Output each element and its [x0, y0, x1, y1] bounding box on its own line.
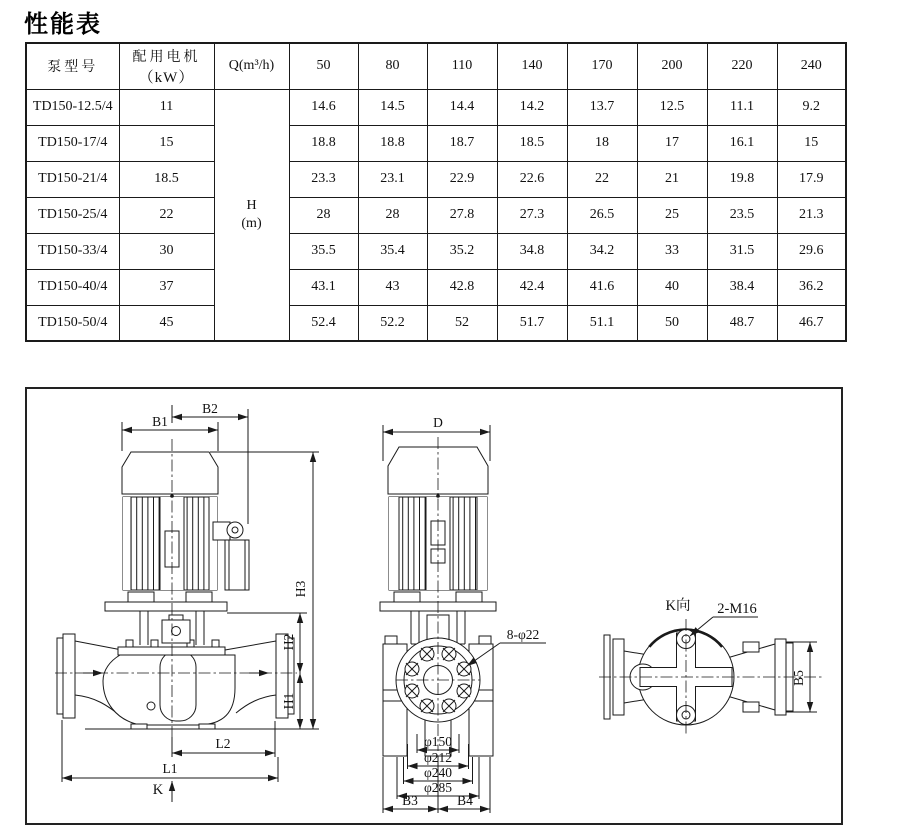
model-cell: TD150-50/4 [26, 305, 119, 341]
head-value-cell: 18.8 [289, 125, 358, 161]
col-header-flow: Q(m³/h) [214, 43, 289, 89]
callout-thread: 2-M16 [717, 601, 757, 617]
head-value-cell: 42.8 [427, 269, 497, 305]
head-value-cell: 50 [637, 305, 707, 341]
table-row [26, 125, 846, 161]
head-value-cell: 51.1 [567, 305, 637, 341]
head-value-cell: 12.5 [637, 89, 707, 125]
dim-label-d: D [433, 415, 443, 430]
dim-label-b5: B5 [791, 670, 806, 686]
head-value-cell: 35.2 [427, 233, 497, 269]
dim-label-dia150: φ150 [423, 734, 453, 749]
head-symbol: H [246, 198, 257, 214]
head-value-cell: 28 [358, 197, 427, 233]
head-value-cell: 21.3 [777, 197, 846, 233]
head-value-cell: 9.2 [777, 89, 846, 125]
page-title: 性能表 [24, 11, 102, 38]
model-cell: TD150-33/4 [26, 233, 119, 269]
dim-label-b3: B3 [402, 793, 418, 808]
view-direction-label: K向 [665, 598, 691, 614]
head-value-cell: 28 [289, 197, 358, 233]
col-header-flow-200: 200 [637, 43, 707, 89]
head-value-cell: 18.8 [358, 125, 427, 161]
head-value-cell: 29.6 [777, 233, 846, 269]
head-value-cell: 25 [637, 197, 707, 233]
model-cell: TD150-40/4 [26, 269, 119, 305]
motor-header-line2: （kW） [138, 69, 195, 86]
col-header-flow-220: 220 [707, 43, 777, 89]
head-value-cell: 43 [358, 269, 427, 305]
power-cell: 15 [119, 125, 214, 161]
dim-label-b4: B4 [457, 793, 473, 808]
head-value-cell: 15 [777, 125, 846, 161]
pump-front-view [55, 401, 319, 802]
dim-label-h1: H1 [281, 692, 296, 710]
head-value-cell: 21 [637, 161, 707, 197]
head-value-cell: 18.5 [497, 125, 567, 161]
col-header-flow-240: 240 [777, 43, 846, 89]
table-row [26, 89, 846, 125]
table-row [26, 197, 846, 233]
col-header-flow-110: 110 [427, 43, 497, 89]
head-value-cell: 42.4 [497, 269, 567, 305]
head-value-cell: 31.5 [707, 233, 777, 269]
dim-label-l1: L1 [162, 761, 178, 776]
head-value-cell: 48.7 [707, 305, 777, 341]
head-value-cell: 18 [567, 125, 637, 161]
head-value-cell: 13.7 [567, 89, 637, 125]
table-row [26, 233, 846, 269]
table-row [26, 269, 846, 305]
power-cell: 37 [119, 269, 214, 305]
head-value-cell: 22.6 [497, 161, 567, 197]
dim-label-dia285: φ285 [423, 780, 453, 795]
power-cell: 30 [119, 233, 214, 269]
pump-dimension-drawing [27, 389, 841, 823]
head-value-cell: 14.4 [427, 89, 497, 125]
head-value-cell: 14.2 [497, 89, 567, 125]
head-value-cell: 52.2 [358, 305, 427, 341]
model-cell: TD150-21/4 [26, 161, 119, 197]
head-unit: (m) [241, 215, 262, 231]
dim-label-h3: H3 [293, 580, 308, 598]
head-value-cell: 52.4 [289, 305, 358, 341]
dim-label-b2: B2 [202, 401, 218, 416]
head-value-cell: 27.8 [427, 197, 497, 233]
power-cell: 45 [119, 305, 214, 341]
head-value-cell: 26.5 [567, 197, 637, 233]
head-value-cell: 52 [427, 305, 497, 341]
head-value-cell: 23.5 [707, 197, 777, 233]
dim-label-k: K [152, 782, 164, 798]
head-value-cell: 14.6 [289, 89, 358, 125]
head-value-cell: 35.4 [358, 233, 427, 269]
pump-top-view [599, 597, 822, 735]
col-header-model: 泵型号 [26, 43, 119, 89]
model-cell: TD150-17/4 [26, 125, 119, 161]
head-value-cell: 17 [637, 125, 707, 161]
head-value-cell: 34.2 [567, 233, 637, 269]
col-header-flow-140: 140 [497, 43, 567, 89]
performance-table [25, 42, 847, 342]
power-cell: 22 [119, 197, 214, 233]
head-unit-merged-cell [214, 89, 289, 341]
outline-drawing-panel [25, 387, 843, 825]
col-header-flow-50: 50 [289, 43, 358, 89]
table-row [26, 305, 846, 341]
table-header-row [26, 43, 846, 89]
dim-label-b1: B1 [152, 414, 168, 429]
col-header-flow-80: 80 [358, 43, 427, 89]
dim-label-l2: L2 [215, 736, 231, 751]
head-value-cell: 33 [637, 233, 707, 269]
head-value-cell: 34.8 [497, 233, 567, 269]
power-cell: 18.5 [119, 161, 214, 197]
head-value-cell: 18.7 [427, 125, 497, 161]
model-cell: TD150-25/4 [26, 197, 119, 233]
dim-label-h2: H2 [281, 633, 296, 651]
dim-label-dia212: φ212 [423, 750, 453, 765]
col-header-motor [119, 43, 214, 89]
head-value-cell: 36.2 [777, 269, 846, 305]
table-row [26, 161, 846, 197]
head-value-cell: 43.1 [289, 269, 358, 305]
head-value-cell: 27.3 [497, 197, 567, 233]
head-value-cell: 17.9 [777, 161, 846, 197]
head-value-cell: 14.5 [358, 89, 427, 125]
head-value-cell: 23.1 [358, 161, 427, 197]
head-value-cell: 46.7 [777, 305, 846, 341]
head-value-cell: 16.1 [707, 125, 777, 161]
head-value-cell: 11.1 [707, 89, 777, 125]
head-value-cell: 40 [637, 269, 707, 305]
head-value-cell: 22.9 [427, 161, 497, 197]
pump-flange-view [380, 415, 546, 813]
model-cell: TD150-12.5/4 [26, 89, 119, 125]
dim-label-dia240: φ240 [423, 765, 453, 780]
head-value-cell: 19.8 [707, 161, 777, 197]
head-value-cell: 23.3 [289, 161, 358, 197]
head-value-cell: 22 [567, 161, 637, 197]
col-header-flow-170: 170 [567, 43, 637, 89]
power-cell: 11 [119, 89, 214, 125]
head-value-cell: 51.7 [497, 305, 567, 341]
head-value-cell: 41.6 [567, 269, 637, 305]
head-value-cell: 38.4 [707, 269, 777, 305]
head-value-cell: 35.5 [289, 233, 358, 269]
motor-header-line1: 配用电机 [132, 49, 201, 65]
callout-bolt-holes: 8-φ22 [506, 627, 540, 642]
